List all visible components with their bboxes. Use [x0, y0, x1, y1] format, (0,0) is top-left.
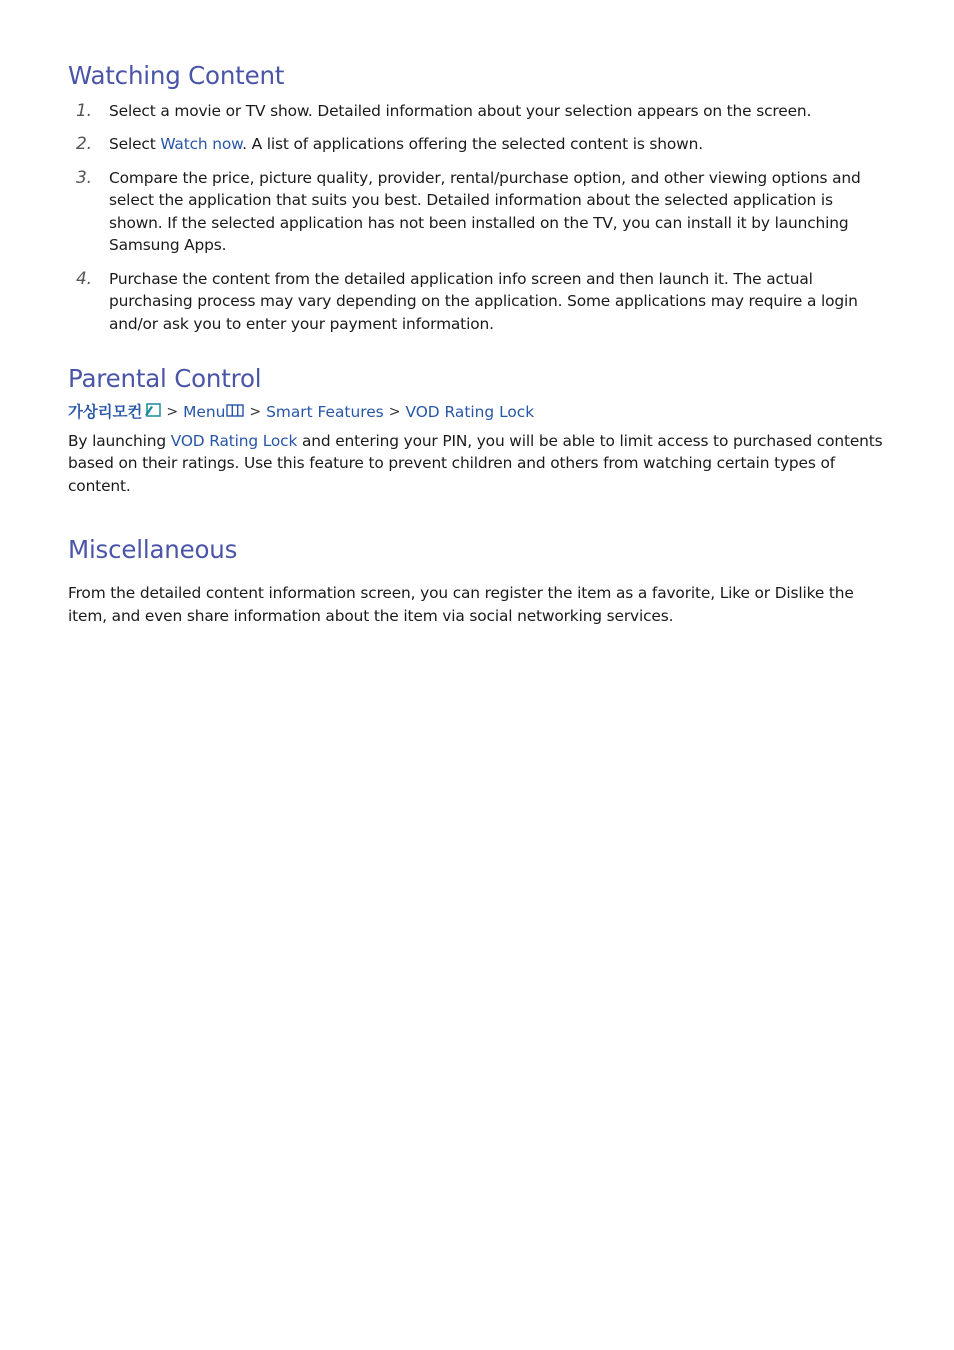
step-text-pre: Select: [109, 135, 161, 154]
section-miscellaneous: [68, 534, 890, 627]
breadcrumb-separator: >: [166, 404, 179, 421]
breadcrumb: [68, 401, 890, 424]
step-item: [68, 167, 890, 257]
breadcrumb-separator: >: [249, 404, 262, 421]
step-number: 3.: [76, 167, 92, 188]
watch-now-term: Watch now: [160, 135, 243, 154]
breadcrumb-item-smart-features[interactable]: Smart Features: [266, 403, 384, 422]
section-watching-content: [68, 60, 890, 335]
section-parental-control: [68, 363, 890, 497]
breadcrumb-item-menu[interactable]: Menu: [183, 403, 226, 422]
steps-list: [68, 100, 890, 336]
step-text: Select a movie or TV show. Detailed information about your selection appears on the screen.: [109, 101, 812, 120]
heading-watching-content: Watching Content: [68, 61, 285, 90]
step-number: 4.: [76, 268, 92, 289]
step-item: [68, 133, 890, 156]
heading-miscellaneous: Miscellaneous: [68, 535, 238, 565]
step-number: 1.: [76, 100, 92, 121]
breadcrumb-separator: >: [388, 404, 401, 421]
parental-paragraph: [68, 430, 890, 498]
misc-paragraph: From the detailed content information screen, you can register the item as a favorite, Like or Dislike the item, and even share information about the item via social networking services.: [68, 584, 854, 625]
step-number: 2.: [76, 134, 92, 155]
parental-text-pre: By launching: [68, 431, 171, 450]
step-item: [68, 268, 890, 336]
breadcrumb-item-vod-rating-lock[interactable]: VOD Rating Lock: [405, 403, 535, 422]
heading-parental-control: Parental Control: [68, 364, 262, 394]
menu-icon: [226, 401, 244, 424]
parental-text-post: and entering your PIN, you will be able to limit access to purchased contents based on their ratings. Use this feature to prevent children and others from watching certain types of content.: [68, 431, 883, 495]
virtual-remote-icon: [143, 401, 161, 424]
breadcrumb-item-virtual-remote[interactable]: 가상리모컨: [68, 403, 143, 422]
step-item: [68, 100, 890, 123]
vod-rating-lock-term: VOD Rating Lock: [170, 431, 298, 450]
step-text-post: . A list of applications offering the selected content is shown.: [242, 135, 703, 154]
manual-page: [68, 60, 890, 627]
step-text: Purchase the content from the detailed application info screen and then launch it. The actual purchasing process may vary depending on the application. Some applications may require a login and/or ask you to enter your payment information.: [109, 269, 858, 333]
step-text: Compare the price, picture quality, provider, rental/purchase option, and other viewing options and select the application that suits you best. Detailed information about the selected application is shown. If the selected application has not been installed on the TV, you can install it by launching Samsung Apps.: [109, 168, 861, 255]
